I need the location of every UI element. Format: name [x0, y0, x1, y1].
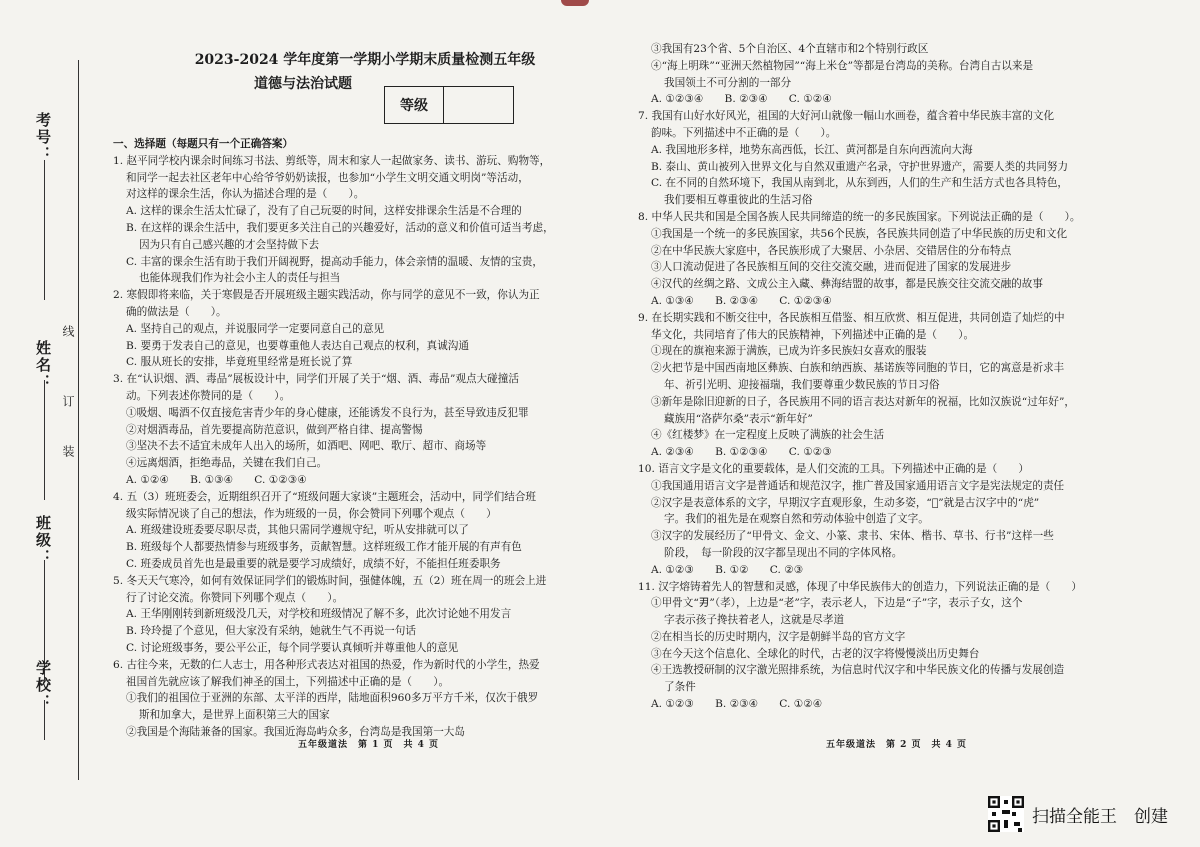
question-line: ②我国是个海陆兼备的国家。我国近海岛屿众多，台湾岛是我国第一大岛: [126, 725, 465, 738]
binding-margin: [0, 0, 100, 800]
exam-title: 2023-2024 学年度第一学期小学期末质量检测五年级: [194, 52, 536, 68]
question-line: A. ①②③ B. ①② C. ②③: [651, 563, 804, 576]
question-line: ②在相当长的历史时期内，汉字是朝鲜半岛的官方文字: [651, 630, 906, 643]
grade-label: 等级: [385, 87, 444, 123]
binding-line: [78, 60, 79, 780]
question-line: 祖国首先就应该了解我们神圣的国土，下列描述中正确的是（ ）。: [126, 675, 450, 688]
grade-value: [444, 87, 513, 123]
school-label: 学校：: [34, 660, 52, 711]
question-line: ④《红楼梦》在一定程度上反映了满族的社会生活: [651, 429, 885, 442]
question-line: C. 班委成员首先也是最重要的就是要学习成绩好，成绩不好，不能担任班委职务: [126, 557, 501, 570]
question-line: A. 王华刚刚转到新班级没几天，对学校和班级情况了解不多，此次讨论她不用发言: [126, 608, 512, 621]
right-page-questions: [638, 41, 1158, 713]
question-line: B. 在这样的课余生活中，我们要更多关注自己的兴趣爱好，活动的意义和价值可适当考虑，: [126, 221, 554, 234]
page-footer-right: 五年级道法 第 2 页 共 4 页: [826, 740, 968, 750]
question-line: 一、选择题（每题只有一个正确答案）: [113, 138, 294, 150]
left-page-questions: [113, 136, 613, 741]
question-line: C. 服从班长的安排，毕竟班里经常是班长说了算: [126, 356, 353, 369]
question-line: 11. 汉字熔铸着先人的智慧和灵感，体现了中华民族伟大的创造力，下列说法正确的是（ ）: [638, 580, 1082, 593]
question-line: C. 丰富的课余生活有助于我们开阔视野，提高动手能力，体会亲情的温暖、友情的宝贵，: [126, 255, 544, 268]
scanner-watermark-text: 扫描全能王 创建: [1032, 806, 1168, 827]
exam-subject: 道德与法治试题: [254, 76, 352, 92]
question-line: 我们要相互尊重彼此的生活习俗: [664, 194, 813, 207]
question-line: A. ①③④ B. ②③④ C. ①②③④: [651, 294, 832, 307]
question-line: 确的做法是（ ）。: [126, 305, 227, 318]
question-line: ④“海上明珠”“亚洲天然植物园”“海上米仓”等都是台湾岛的美称。台湾自古以来是: [651, 59, 1034, 72]
question-line: ④王选教授研制的汉字激光照排系统，为信息时代汉字和中华民族文化的传播与发展创造: [651, 664, 1065, 677]
question-line: 8. 中华人民共和国是全国各族人民共同缔造的统一的多民族国家。下列说法正确的是（ ）。: [638, 210, 1081, 223]
question-line: A. 班级建设班委要尽职尽责，其他只需同学遵规守纪，听从安排就可以了: [126, 524, 469, 537]
exam-no-fill-line: [44, 160, 45, 300]
question-line: A. ②③④ B. ①②③④ C. ①②③: [651, 446, 832, 459]
question-line: 斯和加拿大，是世界上面积第三大的国家: [139, 709, 330, 722]
question-line: 2. 寒假即将来临，关于寒假是否开展班级主题实践活动，你与同学的意见不一致，你认为正: [113, 289, 540, 302]
question-line: ①现在的旗袍来源于满族，已成为许多民族妇女喜欢的服装: [651, 345, 927, 358]
question-line: 年、祈引光明、迎接福瑞，我们要尊重少数民族的节日习俗: [664, 378, 940, 391]
question-line: 韵味。下列描述中不正确的是（ ）。: [651, 126, 837, 139]
page-footer-left: 五年级道法 第 1 页 共 4 页: [298, 740, 440, 750]
name-fill-line: [44, 380, 45, 500]
question-line: ③在今天这个信息化、全球化的时代，古老的汉字将慢慢淡出历史舞台: [651, 647, 980, 660]
question-line: ③我国有23个省、5个自治区、4个直辖市和2个特别行政区: [651, 43, 929, 55]
question-line: ④汉代的丝绸之路、文成公主入藏、彝海结盟的故事，都是民族交往交流交融的故事: [651, 278, 1043, 291]
class-label: 班级：: [34, 515, 52, 566]
question-line: 华文化，共同培育了伟大的民族精神，下列描述中正确的是（ ）。: [651, 328, 975, 341]
qr-code-icon: [988, 796, 1024, 832]
question-line: B. 班级每个人都要热情参与班级事务，贡献智慧。这样班级工作才能开展的有声有色: [126, 541, 522, 554]
question-line: 也能体现我们作为社会小主人的责任与担当: [139, 272, 341, 285]
question-line: A. ①②③④ B. ②③④ C. ①②④: [651, 93, 832, 106]
question-line: 6. 古往今来，无数的仁人志士，用各种形式表达对祖国的热爱，作为新时代的小学生，热爱: [113, 658, 540, 671]
binder-clip-mark: [561, 0, 589, 6]
question-line: B. 泰山、黄山被列入世界文化与自然双重遗产名录，守护世界遗产，需要人类的共同努力: [651, 160, 1069, 173]
question-line: ①吸烟、喝酒不仅直接危害青少年的身心健康，还能诱发不良行为，甚至导致违反犯罪: [126, 406, 529, 419]
binding-mark-ding: 订: [61, 395, 75, 409]
question-line: ②汉字是表意体系的文字，早期汉字直观形象，生动多姿，“𫝀”就是古汉字中的“虎”: [651, 496, 1040, 509]
question-line: 4. 五（3）班班委会，近期组织召开了“班级问题大家谈”主题班会，活动中，同学们结合班: [113, 490, 537, 503]
question-line: 级实际情况谈了自己的想法，作为班级的一员，你会赞同下列哪个观点（ ）: [126, 507, 497, 520]
question-line: ①我们的祖国位于亚洲的东部、太平洋的西岸，陆地面积960多万平方千米，仅次于俄罗: [126, 692, 539, 705]
question-line: C. 在不同的自然环境下，我国从南到北，从东到西，人们的生产和生活方式也各具特色，: [651, 177, 1069, 190]
question-line: A. 这样的课余生活太忙碌了，没有了自己玩耍的时间，这样安排课余生活是不合理的: [126, 205, 522, 218]
question-line: ①我国通用语言文字是普通话和规范汉字，推广普及国家通用语言文字是宪法规定的责任: [651, 479, 1065, 492]
question-line: ③新年是除旧迎新的日子，各民族用不同的语言表达对新年的祝福，比如汉族说“过年好”，: [651, 395, 1075, 408]
question-line: B. 要勇于发表自己的意见，也要尊重他人表达自己观点的权利，真诚沟通: [126, 339, 469, 352]
question-line: ③人口流动促进了各民族相互间的交往交流交融，进而促进了国家的发展进步: [651, 261, 1012, 274]
question-line: A. ①②③ B. ②③④ C. ①②④: [651, 698, 823, 711]
exam-no-label: 考号：: [34, 112, 52, 163]
question-line: A. ①②④ B. ①③④ C. ①②③④: [126, 473, 307, 486]
question-line: 行了讨论交流。你赞同下列哪个观点（ ）。: [126, 591, 344, 604]
question-line: 10. 语言文字是文化的重要载体，是人们交流的工具。下列描述中正确的是（ ）: [638, 462, 1029, 475]
question-line: 和同学一起去社区老年中心给爷爷奶奶读报，也参加“小学生文明交通文明岗”等活动，: [126, 171, 529, 184]
question-line: A. 我国地形多样，地势东高西低，长江、黄河都是自东向西流向大海: [651, 143, 973, 156]
question-line: 1. 赵平同学校内课余时间练习书法、剪纸等，周末和家人一起做家务、读书、游玩、购物等，: [113, 154, 551, 167]
question-line: ④远离烟酒，拒绝毒品，关键在我们自己。: [126, 457, 328, 470]
binding-mark-line: 线: [61, 325, 75, 339]
question-line: 字。我们的祖先是在观察自然和劳动体验中创造了文字。: [664, 513, 929, 526]
scanner-watermark: [988, 795, 1168, 833]
question-line: ①我国是一个统一的多民族国家，共56个民族，各民族共同创造了中华民族的历史和文化: [651, 227, 1068, 240]
question-line: B. 玲玲提了个意见，但大家没有采纳，她就生气不再说一句话: [126, 625, 416, 638]
question-line: A. 坚持自己的观点，并说服同学一定要同意自己的意见: [126, 322, 385, 335]
question-line: ③坚决不去不适宜未成年人出入的场所，如酒吧、网吧、歌厅、超市、商场等: [126, 440, 487, 453]
question-line: 字表示孩子搀扶着老人，这就是尽孝道: [664, 614, 845, 627]
question-line: ②在中华民族大家庭中，各民族形成了大聚居、小杂居、交错居住的分布特点: [651, 244, 1012, 257]
name-label: 姓名：: [34, 340, 52, 391]
question-line: ②火把节是中国西南地区彝族、白族和纳西族、基诺族等同胞的节日，它的寓意是祈求丰: [651, 362, 1065, 375]
question-line: 5. 冬天天气寒冷，如何有效保证同学们的锻炼时间，强健体魄，五（2）班在周一的班会上进: [113, 574, 547, 587]
question-line: 我国领土不可分割的一部分: [664, 76, 792, 89]
question-line: 7. 我国有山好水好风光，祖国的大好河山就像一幅山水画卷，蕴含着中华民族丰富的文化: [638, 110, 1055, 123]
question-line: ①甲骨文“𭃂”（孝），上边是“老”字，表示老人，下边是“子”字，表示子女，这个: [651, 597, 1023, 610]
binding-mark-zhuang: 装: [61, 445, 75, 459]
question-line: ②对烟酒毒品，首先要提高防范意识，做到严格自律、提高警惕: [126, 423, 423, 436]
grade-box: [384, 86, 514, 124]
question-line: 对这样的课余生活，你认为描述合理的是（ ）。: [126, 188, 365, 201]
question-line: 动。下列表述你赞同的是（ ）。: [126, 389, 291, 402]
question-line: 藏族用“洛萨尔桑”表示“新年好”: [664, 412, 813, 425]
question-line: C. 讨论班级事务，要公平公正，每个同学要认真倾听并尊重他人的意见: [126, 641, 459, 654]
question-line: 9. 在长期实践和不断交往中，各民族相互借鉴、相互欣赏、相互促进，共同创造了灿烂的中: [638, 311, 1065, 324]
question-line: 了条件: [664, 681, 696, 694]
question-line: ③汉字的发展经历了“甲骨文、金文、小篆、隶书、宋体、楷书、草书、行书”这样一些: [651, 530, 1054, 543]
question-line: 3. 在“认识烟、酒、毒品”展板设计中，同学们开展了关于“烟、酒、毒品”观点大碰撞活: [113, 373, 519, 386]
question-line: 因为只有自己感兴趣的才会坚持做下去: [139, 238, 320, 251]
question-line: 阶段， 每一阶段的汉字都呈现出不同的字体风格。: [664, 546, 903, 559]
